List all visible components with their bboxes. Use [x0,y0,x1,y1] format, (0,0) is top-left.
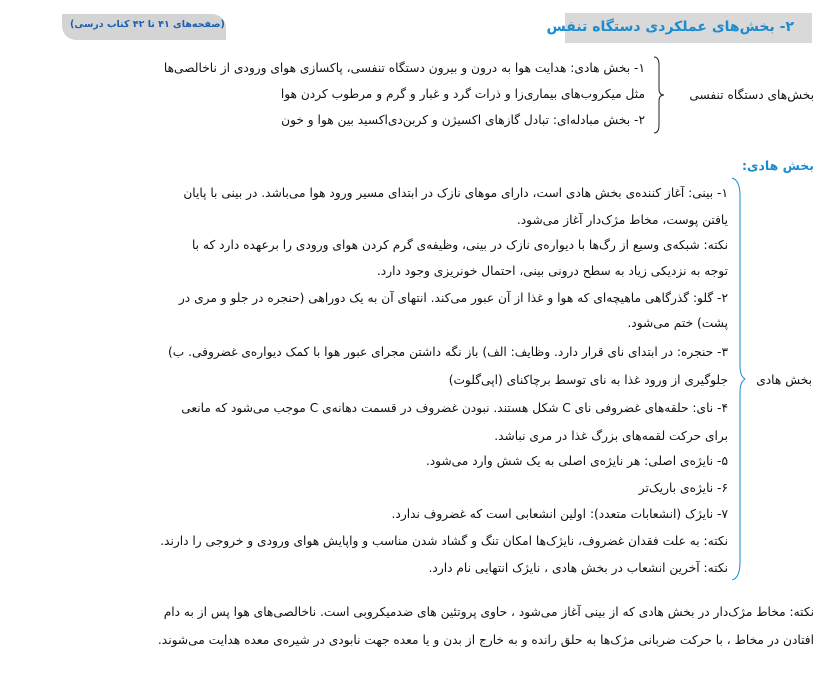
conducting-heading: بخش هادی: [742,158,814,173]
parts-line-3: ۲- بخش مبادله‌ای: تبادل گازهای اکسیژن و کربن‌دی‌اکسید بین هوا و خون [281,113,645,127]
conducting-line: یافتن پوست، مخاط مژک‌دار آغاز می‌شود. [516,213,728,227]
conducting-line: ۳- حنجره: در ابتدای نای قرار دارد. وظایف: الف) باز نگه داشتن مجرای عبور هوا با کمک دیواره‌ی غضروفی. ب) [167,345,728,359]
conducting-line: نکته: شبکه‌ی وسیع از رگ‌ها با دیواره‌ی نازک در بینی، وظیفه‌ی گرم کردن هوای ورودی را برعهده دارد که با [191,238,728,252]
brace-icon [650,55,666,135]
note-line-1: نکته: مخاط مژک‌دار در بخش هادی که از بینی آغاز می‌شود ، حاوی پروتئین های ضدمیکروبی است. ناخالصی‌های هوا پس از به دام [163,605,814,619]
conducting-label: بخش هادی [756,373,812,387]
section-title: ۲- بخش‌های عملکردی دستگاه تنفس [546,19,794,35]
conducting-line: توجه به نزدیکی زیاد به سطح درونی بینی، احتمال خونریزی وجود دارد. [376,264,728,278]
pages-tag-text: (صفحه‌های ۴۱ تا ۴۲ کتاب درسی) [70,19,225,30]
conducting-line: ۵- نایژه‌ی اصلی: هر نایژه‌ی اصلی به یک شش وارد می‌شود. [425,454,728,468]
conducting-line: ۶- نایژه‌ی باریک‌تر [638,481,728,495]
conducting-line: نکته: به علت فقدان غضروف، نایژک‌ها امکان تنگ و گشاد شدن مناسب و واپایش هوای ورودی و خروجی را دارند. [160,534,728,548]
conducting-line: ۲- گلو: گذرگاهی ماهیچه‌ای که هوا و غذا از آن عبور می‌کند. انتهای آن به یک دوراهی (حنجره در جلو و مری در [178,291,728,305]
parts-label: بخش‌های دستگاه تنفسی [689,88,814,102]
conducting-line: جلوگیری از ورود غذا به نای توسط برچاکنای (اپی‌گلوت) [448,373,728,387]
section-header [546,13,812,43]
parts-line-2: مثل میکروب‌های بیماری‌زا و ذرات گرد و غبار و گرم و مرطوب کردن هوا [280,87,645,101]
conducting-line: پشت) ختم می‌شود. [627,316,728,330]
conducting-line: برای حرکت لقمه‌های بزرگ غذا در مری نباشد. [494,429,728,443]
note-line-2: افتادن در مخاط ، با حرکت ضربانی مژک‌ها به حلق رانده و به خارج از بدن و یا معده جهت نابودی در شیره‌ی معده هدایت می‌شوند. [157,633,814,647]
conducting-line: ۱- بینی: آغاز کننده‌ی بخش هادی است، دارای موهای نازک در ابتدای مسیر ورود هوا می‌باشد. در بینی با پایان [183,186,728,200]
conducting-line: نکته: آخرین انشعاب در بخش هادی ، نایژک انتهایی نام دارد. [428,561,728,575]
conducting-line: ۷- نایژک (انشعابات متعدد): اولین انشعابی است که غضروف ندارد. [391,507,728,521]
parts-line-1: ۱- بخش هادی: هدایت هوا به درون و بیرون دستگاه تنفسی، پاکسازی هوای ورودی از ناخالصی‌ها [163,61,645,75]
conducting-line: ۴- نای: حلقه‌های غضروفی نای C شکل هستند. نبودن غضروف در قسمت دهانه‌ی C موجب می‌شود که مانعی [181,401,728,415]
brace-icon [728,176,748,582]
